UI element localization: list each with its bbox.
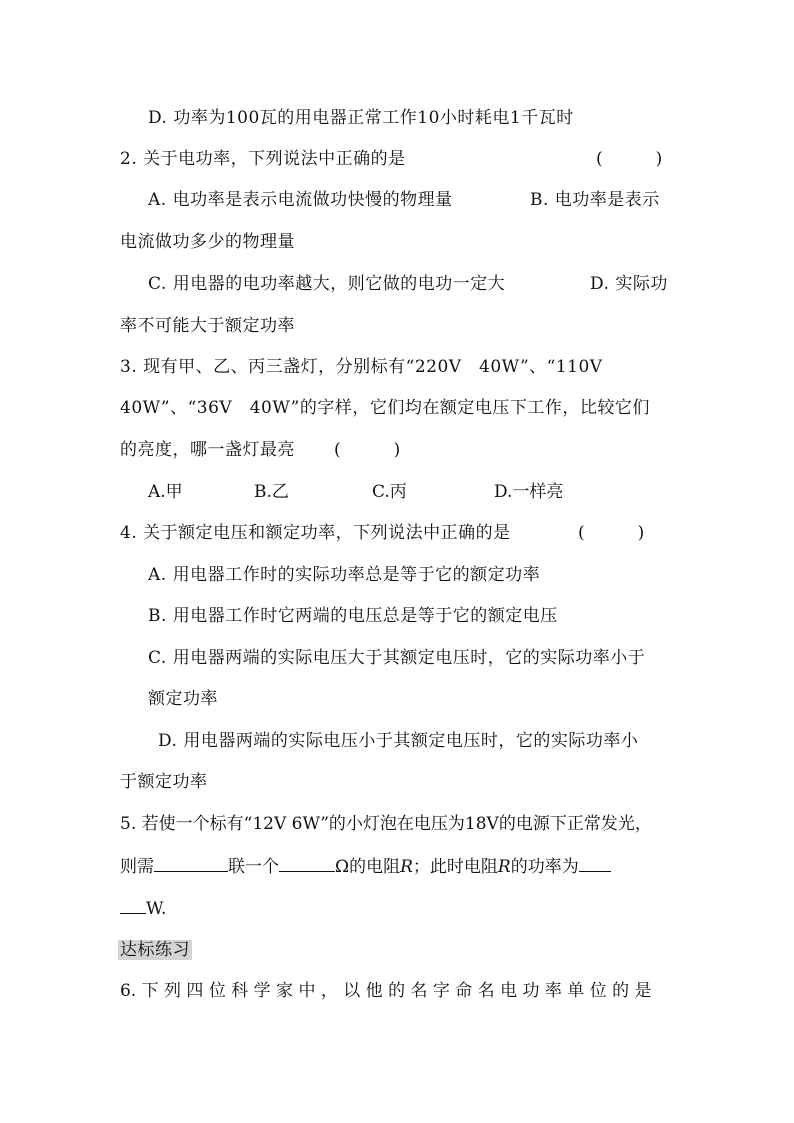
q5-line-2	[120, 855, 611, 878]
q2-option-d-cont: 率不可能大于额定功率	[120, 316, 295, 336]
q4-answer-paren: ( )	[578, 523, 645, 543]
q5-text-a: 则需	[120, 857, 154, 877]
q2-option-d: D. 实际功	[590, 274, 668, 294]
q3-option-d: D.一样亮	[494, 482, 564, 502]
q3-answer-paren: ( )	[334, 440, 401, 460]
q5-blank-connection[interactable]	[154, 855, 228, 872]
q5-line-3	[120, 897, 167, 920]
q4-option-c: C. 用电器两端的实际电压大于其额定电压时，它的实际功率小于	[148, 648, 646, 668]
q6-stem: 6. 下 列 四 位 科 学 家 中 ， 以 他 的 名 字 命 名 电 功 率 单 位 的 是	[120, 981, 652, 1001]
q3-line-2: 40W”、“36V 40W”的字样，它们均在额定电压下工作，比较它们	[120, 398, 650, 418]
q2-option-b: B. 电功率是表示	[530, 190, 660, 210]
q4-stem: 4. 关于额定电压和额定功率，下列说法中正确的是	[120, 523, 511, 543]
q5-blank-power-start[interactable]	[579, 855, 611, 872]
q5-unit: W.	[146, 899, 167, 919]
q1-option-d: D. 功率为100瓦的用电器正常工作10小时耗电1千瓦时	[148, 108, 574, 128]
q5-blank-power-end[interactable]	[120, 897, 146, 914]
q5-symbol-r: R	[400, 857, 413, 877]
q4-option-b: B. 用电器工作时它两端的电压总是等于它的额定电压	[148, 606, 558, 626]
q2-answer-paren: ( )	[596, 149, 663, 169]
q5-symbol-r-2: R	[497, 857, 511, 877]
q5-text-d: ；此时电阻	[412, 857, 498, 877]
q4-option-d: D. 用电器两端的实际电压小于其额定电压时，它的实际功率小	[158, 731, 639, 751]
q2-stem: 2. 关于电功率，下列说法中正确的是	[120, 149, 406, 169]
q2-option-c: C. 用电器的电功率越大，则它做的电功一定大	[148, 274, 506, 294]
q3-option-b: B.乙	[254, 482, 289, 502]
q4-option-a: A. 用电器工作时的实际功率总是等于它的额定功率	[148, 565, 541, 585]
q2-option-a: A. 电功率是表示电流做功快慢的物理量	[148, 190, 453, 210]
q5-blank-resistance[interactable]	[279, 855, 335, 872]
q2-option-b-cont: 电流做功多少的物理量	[120, 232, 295, 252]
section-heading	[118, 939, 192, 961]
section-heading-label: 达标练习	[120, 940, 190, 960]
q4-option-c-cont: 额定功率	[148, 689, 218, 709]
q3-option-c: C.丙	[372, 482, 407, 502]
q3-option-a: A.甲	[148, 482, 183, 502]
q3-line-1: 3. 现有甲、乙、丙三盏灯，分别标有“220V 40W”、“110V	[120, 357, 603, 377]
q5-line-1: 5. 若使一个标有“12V 6W”的小灯泡在电压为18V的电源下正常发光，	[120, 814, 652, 834]
q3-line-3: 的亮度，哪一盏灯最亮	[120, 440, 295, 460]
q5-text-e: 的功率为	[510, 857, 579, 877]
q5-text-b: 联一个	[228, 857, 279, 877]
q4-option-d-cont: 于额定功率	[120, 772, 208, 792]
q5-text-c: Ω的电阻	[335, 857, 401, 877]
